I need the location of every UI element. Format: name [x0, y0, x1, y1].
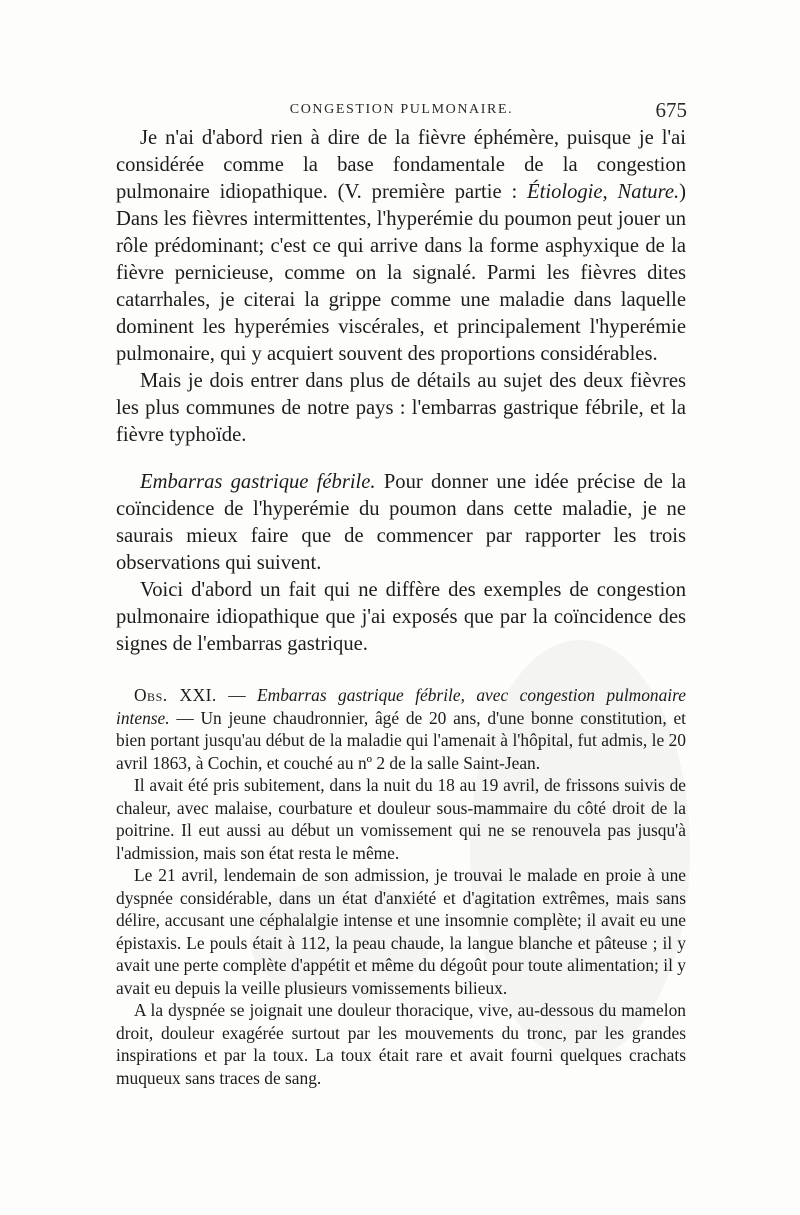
observation-label: Obs. XXI. [134, 685, 217, 705]
observation-april-21: Le 21 avril, lendemain de son admission, je trouvai le malade en proie à une dyspnée considérable, dans un état d'anxiété et d'agitation extrêmes, mais sans délire, accusant une céphalalgie intense et une insomnie complète; il avait eu une épistaxis. Le pouls était à 112, la peau chaude, la langue blanche et pâteuse ; il y avait une perte complète d'appétit et même du dégoût pour toute alimentation; il y avait eu depuis la veille plusieurs vomissements bilieux. [116, 865, 686, 998]
observation-text: — Un jeune chaudronnier, âgé de 20 ans, d'une bonne constitution, et bien portant jusqu'au début de la maladie qui l'amenait à l'hôpital, fut admis, le 20 avril 1863, à Cochin, et couché au nº 2 de la salle Saint-Jean. [116, 707, 686, 773]
paragraph-common-fevers: Mais je dois entrer dans plus de détails au sujet des deux fièvres les plus communes de notre pays : l'embarras gastrique fébrile, et la fièvre typhoïde. [116, 370, 686, 446]
section-heading: Embarras gastrique fébrile. [140, 471, 376, 493]
paragraph-text: ) Dans les fièvres intermittentes, l'hyperémie du poumon peut jouer un rôle prédominant; c'est ce qui arrive dans la forme asphyxique de la fièvre pernicieuse, comme on la signalé. Parmi les fièvres dites catarrhales, je citerai la grippe comme une maladie dans laquelle dominent les hyperémies viscérales, et principalement l'hyperémie pulmonaire, qui y acquiert souvent des proportions considérables. [116, 181, 686, 365]
observation-onset: Il avait été pris subitement, dans la nuit du 18 au 19 avril, de frissons suivis de chaleur, avec malaise, courbature et douleur sous-mammaire du côté droit de la poitrine. Il eut aussi au début un vomissement qui ne se renouvela pas jusqu'à l'admission, mais son état resta le même. [116, 775, 686, 863]
paragraph-text: Pour donner une idée précise de la coïncidence de l'hyperémie du poumon dans cette maladie, je ne saurais mieux faire que de commencer par rapporter les trois observations qui suivent. [116, 471, 686, 574]
observation-dash: — [216, 685, 258, 705]
running-head: CONGESTION PULMONAIRE. [289, 102, 514, 117]
main-text [116, 125, 686, 1089]
paragraph-text: Je n'ai d'abord rien à dire de la fièvre éphémère, puisque je l'ai considérée comme la base fondamentale de la congestion pulmonaire idiopathique. (V. première partie : [116, 127, 686, 203]
paragraph-fevers-intro [116, 125, 686, 368]
page-number: 675 [655, 98, 687, 122]
observation-intro [116, 684, 686, 774]
observation-title: Embarras gastrique fébrile, avec congestion pulmonaire intense. [116, 685, 686, 728]
observation-thoracic-pain: A la dyspnée se joignait une douleur thoracique, vive, au-dessous du mamelon droit, douleur exagérée surtout par les mouvements du tronc, par les grandes inspirations et par la toux. La toux était rare et avait fourni quelques crachats muqueux sans traces de sang. [116, 1000, 686, 1088]
page-header [116, 98, 687, 124]
italic-reference: Étiologie, Nature. [527, 181, 680, 203]
paragraph-embarras-gastrique [116, 469, 686, 577]
paragraph-first-case: Voici d'abord un fait qui ne diffère des exemples de congestion pulmonaire idiopathique que j'ai exposés que par la coïncidence des signes de l'embarras gastrique. [116, 579, 686, 655]
